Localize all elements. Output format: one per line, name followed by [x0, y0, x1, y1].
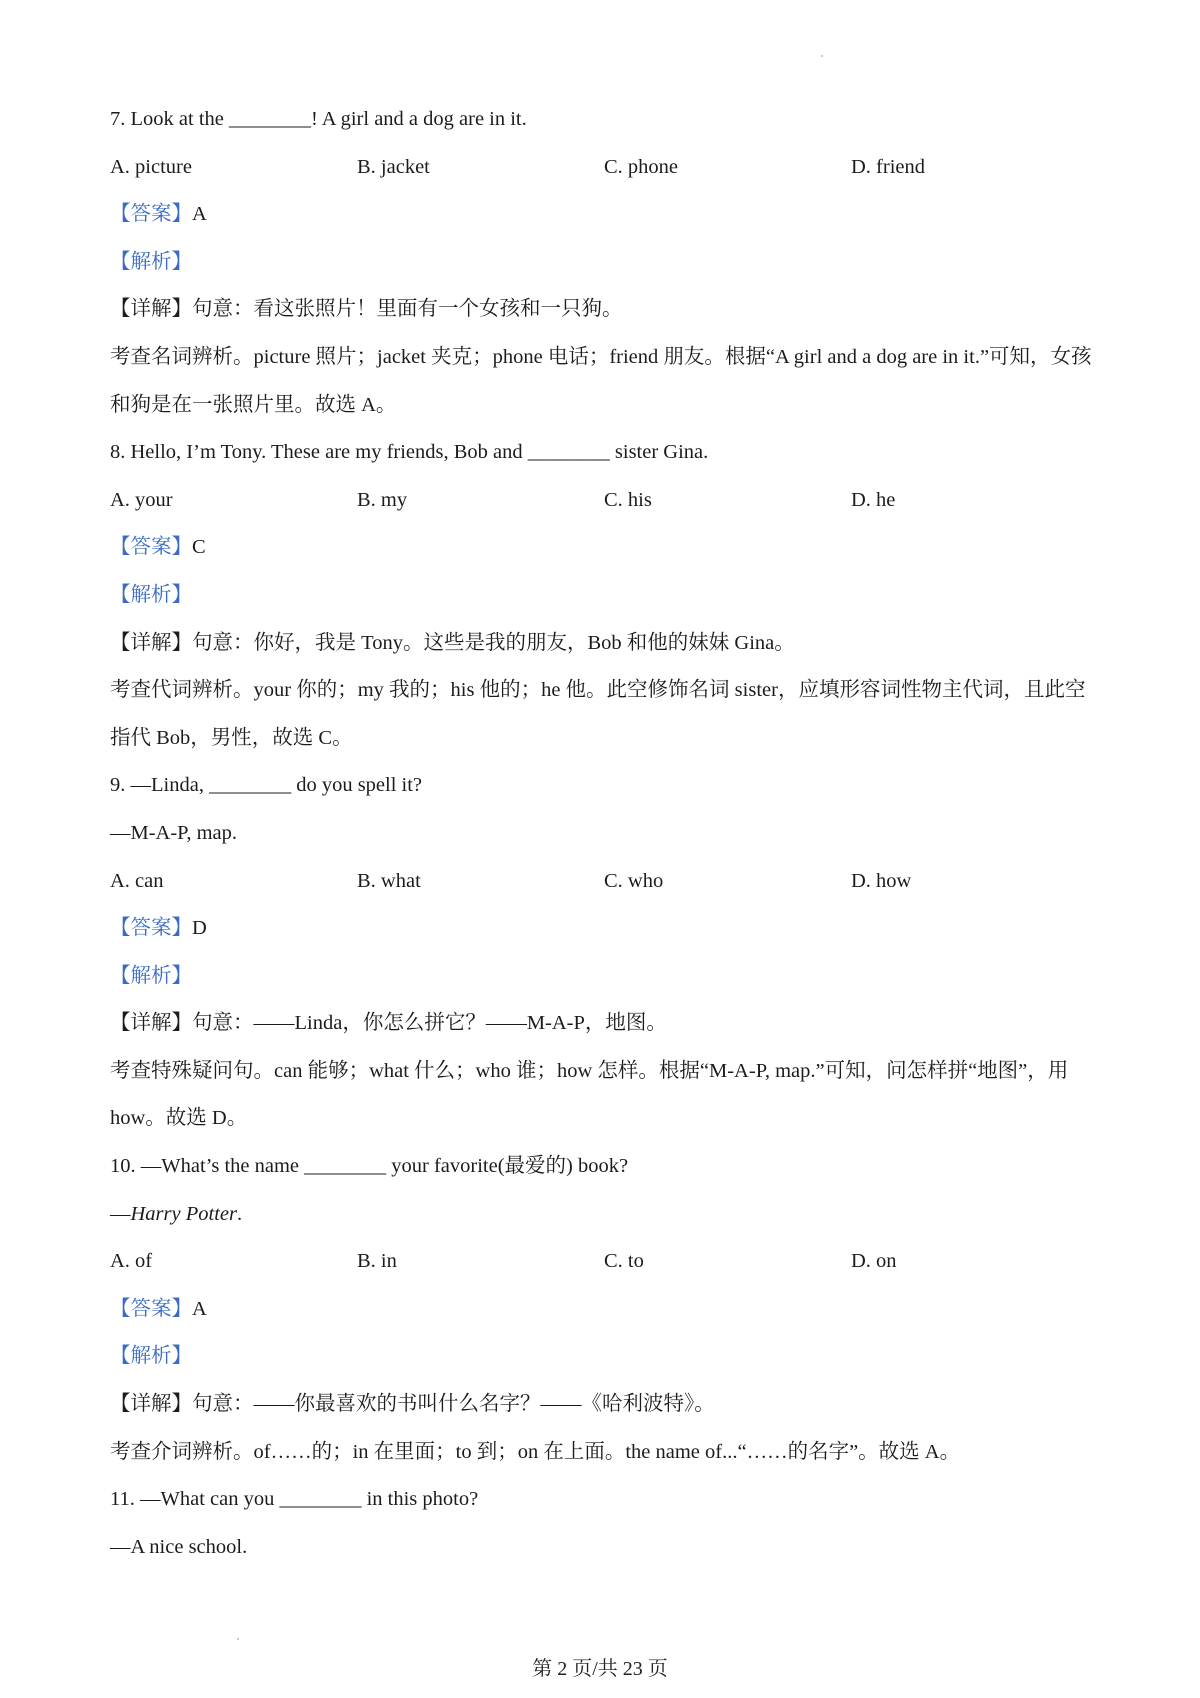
- speck-mark: [821, 55, 823, 57]
- option-d: D. he: [851, 488, 896, 511]
- question-7-answer: [110, 191, 1100, 239]
- question-8-answer: [110, 524, 1100, 572]
- page-content: [110, 96, 1100, 1571]
- question-9-answer: [110, 905, 1100, 953]
- option-d: D. how: [851, 869, 912, 892]
- answer-value: C: [192, 536, 206, 559]
- question-number: 11.: [110, 1488, 135, 1511]
- question-7-explanation: 考查名词辨析。picture 照片；jacket 夹克；phone 电话；friend 朋友。根据“A girl and a dog are in it.”可知，女孩和狗是在一张照片里。故选 A。: [110, 345, 1092, 416]
- question-10-explanation: 考查介词辨析。of……的；in 在里面；to 到；on 在上面。the name of...“……的名字”。故选 A。: [110, 1440, 961, 1463]
- reply-period: .: [236, 1202, 243, 1225]
- option-a: A. can: [110, 869, 164, 892]
- option-d: D. on: [851, 1250, 897, 1273]
- detail-text: 句意：看这张照片！里面有一个女孩和一只狗。: [192, 298, 623, 321]
- answer-value: D: [192, 917, 207, 940]
- question-9-explanation: 考查特殊疑问句。can 能够；what 什么；who 谁；how 怎样。根据“M-A-P, map.”可知，问怎样拼“地图”，用 how。故选 D。: [110, 1059, 1069, 1130]
- question-11-stem: [110, 1476, 1100, 1524]
- answer-tag: 【答案】: [110, 917, 192, 940]
- option-c: C. phone: [604, 155, 679, 178]
- question-8-detail: [110, 620, 1100, 668]
- question-number: 8.: [110, 441, 126, 464]
- detail-text: 句意：你好，我是 Tony。这些是我的朋友，Bob 和他的妹妹 Gina。: [192, 631, 795, 654]
- question-9-analysis-tag: 【解析】: [110, 964, 192, 987]
- question-10-reply: [110, 1191, 1100, 1239]
- option-a: A. picture: [110, 155, 192, 178]
- question-8-options: [110, 477, 1100, 525]
- option-c: C. his: [604, 488, 652, 511]
- answer-tag: 【答案】: [110, 536, 192, 559]
- question-text: —Linda, ________ do you spell it?: [130, 774, 423, 797]
- option-b: B. jacket: [357, 155, 430, 178]
- question-number: 9.: [110, 774, 126, 797]
- question-7-options: [110, 144, 1100, 192]
- question-7-analysis-tag: 【解析】: [110, 250, 192, 273]
- question-number: 10.: [110, 1155, 136, 1178]
- question-9-reply: —M-A-P, map.: [110, 821, 237, 844]
- answer-value: A: [192, 203, 207, 226]
- option-c: C. who: [604, 869, 664, 892]
- answer-tag: 【答案】: [110, 203, 192, 226]
- question-9-options: [110, 858, 1100, 906]
- answer-value: A: [192, 1297, 207, 1320]
- question-text: Hello, I’m Tony. These are my friends, Bob and ________ sister Gina.: [130, 441, 709, 464]
- question-10-answer: [110, 1286, 1100, 1334]
- question-8-stem: [110, 429, 1100, 477]
- question-7-stem: [110, 96, 1100, 144]
- detail-tag: 【详解】: [110, 1393, 192, 1416]
- option-b: B. what: [357, 869, 421, 892]
- question-10-detail: [110, 1381, 1100, 1429]
- question-7-detail: [110, 286, 1100, 334]
- question-number: 7.: [110, 108, 126, 130]
- option-a: A. of: [110, 1250, 153, 1273]
- detail-tag: 【详解】: [110, 1012, 192, 1035]
- option-d: D. friend: [851, 155, 926, 178]
- option-a: A. your: [110, 488, 173, 511]
- answer-tag: 【答案】: [110, 1297, 192, 1320]
- book-title: Harry Potter: [130, 1202, 237, 1225]
- question-10-analysis-tag: 【解析】: [110, 1345, 192, 1368]
- question-text: —What’s the name ________ your favorite(最爱的) book?: [140, 1155, 629, 1178]
- question-8-explanation: 考查代词辨析。your 你的；my 我的；his 他的；he 他。此空修饰名词 sister，应填形容词性物主代词，且此空指代 Bob，男性，故选 C。: [110, 679, 1086, 749]
- question-10-stem: [110, 1143, 1100, 1191]
- detail-text: 句意：——Linda，你怎么拼它？——M-A-P，地图。: [192, 1012, 667, 1035]
- option-b: B. in: [357, 1250, 397, 1273]
- page-footer: 第 2 页/共 23 页: [532, 1658, 668, 1680]
- detail-tag: 【详解】: [110, 631, 192, 654]
- option-b: B. my: [357, 488, 408, 511]
- question-8-analysis-tag: 【解析】: [110, 583, 192, 606]
- detail-tag: 【详解】: [110, 298, 192, 321]
- detail-text: 句意：——你最喜欢的书叫什么名字？——《哈利波特》。: [192, 1393, 715, 1416]
- question-10-options: [110, 1238, 1100, 1286]
- question-9-stem: [110, 762, 1100, 810]
- question-11-reply: —A nice school.: [110, 1535, 248, 1558]
- question-text: Look at the ________! A girl and a dog are in it.: [130, 108, 527, 130]
- reply-dash: —: [110, 1202, 131, 1225]
- question-text: —What can you ________ in this photo?: [140, 1488, 479, 1511]
- question-9-detail: [110, 1000, 1100, 1048]
- option-c: C. to: [604, 1250, 644, 1273]
- speck-mark: [237, 1638, 239, 1640]
